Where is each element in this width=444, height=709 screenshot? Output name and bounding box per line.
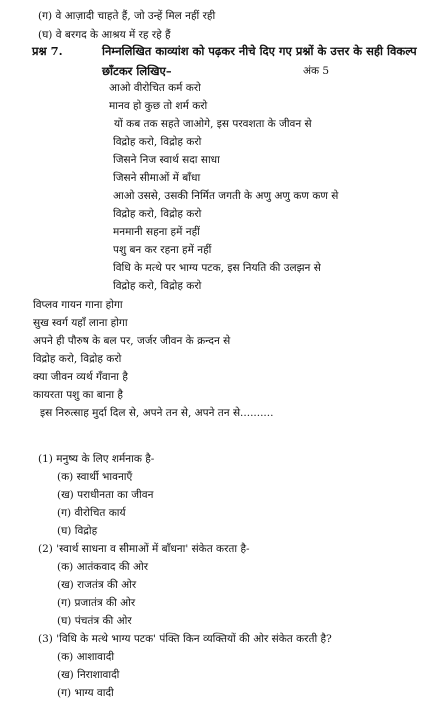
option-ga: (ग) वीरोचित कार्य: [57, 507, 126, 519]
option-ka: (क) स्वार्थी भावनाएँ: [57, 471, 133, 483]
option-ka: (क) आशावादी: [57, 651, 115, 663]
prev-option-gha: (घ) वे बरगद के आश्रय में रह रहे हैं: [38, 29, 171, 41]
poem-line: आओ वीरोचित कर्म करो: [109, 82, 201, 94]
subquestion-2: (2) 'स्वार्थ साधना व सीमाओं में बाँधना' संकेत करता है-: [38, 543, 250, 555]
option-gha: (घ) विद्रोह: [57, 525, 98, 537]
marks-label: अंक 5: [303, 65, 330, 77]
poem-line: क्या जीवन व्यर्थ गँवाना है: [33, 371, 128, 383]
option-gha: (घ) पंचतंत्र की ओर: [57, 615, 132, 627]
prev-option-ga: (ग) वे आज़ादी चाहते हैं, जो उन्हें मिल नहीं रही: [38, 10, 216, 22]
poem-line: अपने ही पौरुष के बल पर, जर्जर जीवन के क्रन्दन से: [33, 335, 231, 347]
poem-line: जिसने निज स्वार्थ सदा साधा: [113, 154, 220, 166]
question-7-instruction-cont: छाँटकर लिखिए–: [102, 64, 172, 78]
poem-line: मनमानी सहना हमें नहीं: [113, 226, 200, 238]
question-7-label: प्रश्न 7.: [32, 44, 63, 58]
option-ga: (ग) प्रजातंत्र की ओर: [57, 597, 136, 609]
option-kha: (ख) पराधीनता का जीवन: [57, 489, 154, 501]
poem-line: विद्रोह करो, विद्रोह करो: [113, 280, 202, 292]
poem-line: जिसने सीमाओं में बाँधा: [113, 172, 201, 184]
poem-line: पशु बन कर रहना हमें नहीं: [113, 244, 212, 256]
option-kha: (ख) राजतंत्र की ओर: [57, 579, 137, 591]
poem-line: विद्रोह करो, विद्रोह करो: [113, 136, 202, 148]
poem-line: विप्लव गायन गाना होगा: [33, 299, 123, 311]
poem-line: विधि के मत्थे पर भाग्य पटक, इस नियति की उलझन से: [113, 262, 321, 274]
poem-line: कायरता पशु का बाना है: [33, 389, 123, 401]
subquestion-1: (1) मनुष्य के लिए शर्मनाक है-: [38, 453, 155, 465]
option-kha: (ख) निराशावादी: [57, 669, 120, 681]
poem-line: यों कब तक सहते जाओगे, इस परवशता के जीवन से: [114, 118, 312, 130]
poem-line: सुख स्वर्ग यहाँ लाना होगा: [33, 317, 128, 329]
poem-line: इस निरुत्साह मुर्दा दिल से, अपने तन से, अपने तन से..........: [40, 407, 274, 419]
option-ga: (ग) भाग्य वादी: [57, 687, 114, 699]
poem-line: विद्रोह करो, विद्रोह करो: [33, 353, 122, 365]
poem-line: मानव हो कुछ तो शर्म करो: [109, 100, 208, 112]
question-7-instruction: निम्नलिखित काव्यांश को पढ़कर नीचे दिए गए प्रश्नों के उत्तर के सही विकल्प: [102, 44, 417, 58]
option-ka: (क) आतंकवाद की ओर: [57, 561, 149, 573]
poem-line: विद्रोह करो, विद्रोह करो: [113, 208, 202, 220]
subquestion-3: (3) 'विधि के मत्थे भाग्य पटक' पंक्ति किन व्यक्तियों की ओर संकेत करती है?: [38, 633, 332, 645]
poem-line: आओ उससे, उसकी निर्मित जगती के अणु अणु कण कण से: [113, 190, 339, 202]
